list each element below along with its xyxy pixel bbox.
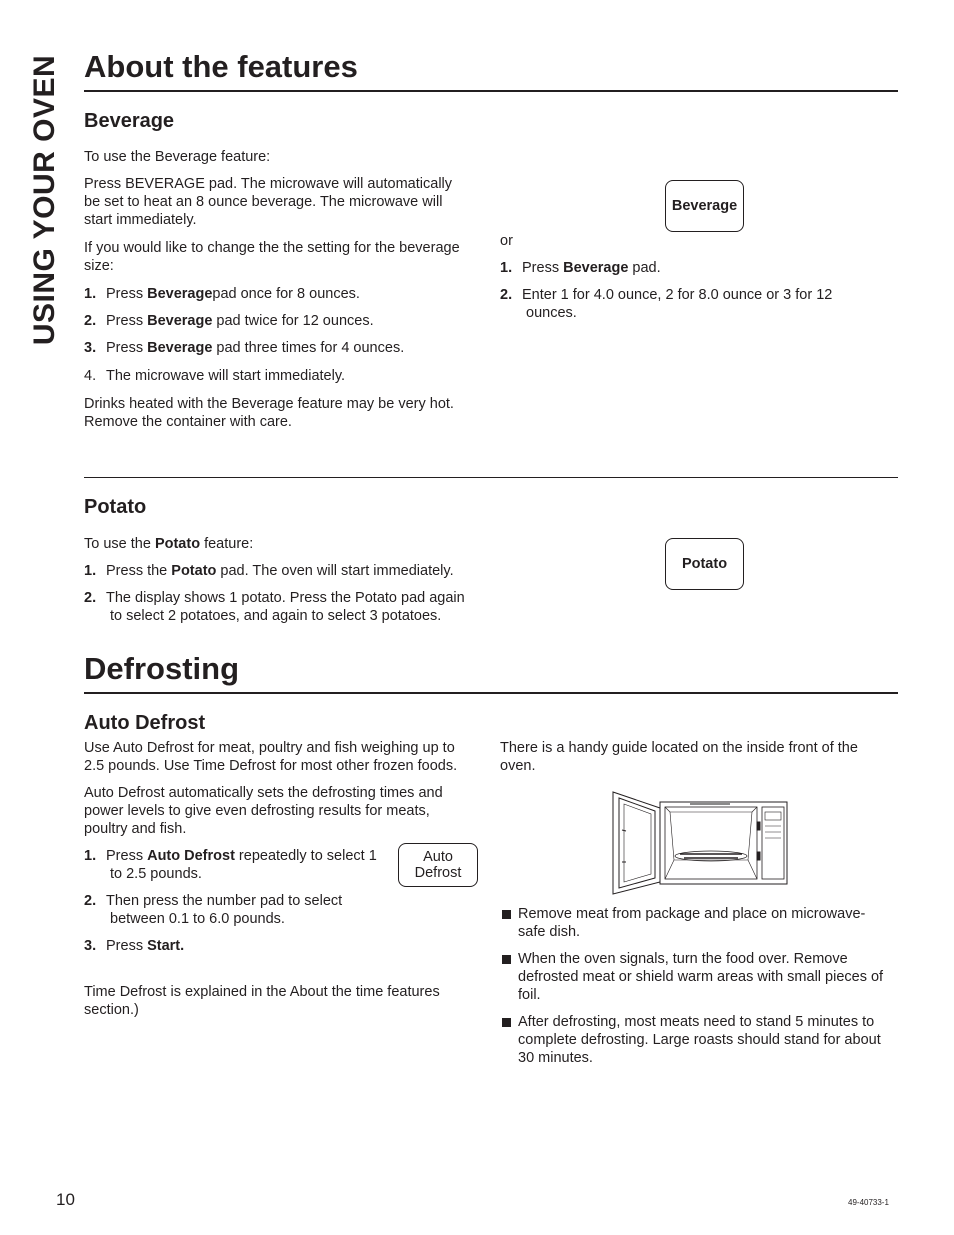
potato-pad-label: Potato <box>681 556 728 572</box>
time-defrost-note <box>84 983 484 1019</box>
step-text: Press <box>106 286 148 302</box>
auto-defrost-paragraph-2 <box>84 784 484 838</box>
step-text: Press <box>106 938 148 954</box>
potato-step-1 <box>84 562 494 580</box>
step-text: Press <box>522 260 564 276</box>
beverage-warning <box>84 395 484 431</box>
beverage-step-4 <box>84 367 484 385</box>
beverage-intro: To use the Beverage feature: <box>84 149 271 165</box>
auto-defrost-paragraph-1 <box>84 739 484 775</box>
step-number: 1. <box>84 286 97 302</box>
side-tab <box>20 50 70 350</box>
text-line: 2.5 pounds. Use Time Defrost for most other frozen foods. <box>84 758 458 774</box>
potato-step-2 <box>84 589 494 607</box>
beverage-step-2 <box>84 312 484 330</box>
beverage-pad-button[interactable] <box>665 180 744 232</box>
step-number: 3. <box>84 938 97 954</box>
text-line: section.) <box>84 1002 139 1018</box>
text-line: start immediately. <box>84 212 197 228</box>
title-rule <box>84 90 898 92</box>
step-text: Press the <box>106 563 172 579</box>
step-text: The microwave will start immediately. <box>106 368 346 384</box>
step-text: Press <box>106 848 148 864</box>
text-line: complete defrosting. Large roasts should stand for about <box>518 1032 881 1048</box>
step-text: Then press the number pad to select <box>106 893 343 909</box>
alt-step-1 <box>500 259 890 277</box>
microwave-open-door-illustration <box>610 790 790 896</box>
auto-defrost-step-3 <box>84 937 484 955</box>
potato-step-2-continued: to select 2 potatoes, and again to select 3 potatoes. <box>110 608 442 624</box>
text-line: safe dish. <box>518 924 581 940</box>
text-line: foil. <box>518 987 541 1003</box>
text-line: poultry and fish. <box>84 821 187 837</box>
text-line: Press BEVERAGE pad. The microwave will automatically <box>84 176 453 192</box>
step-bold: Beverage <box>147 313 213 329</box>
guide-note <box>500 739 890 775</box>
step-text: pad. <box>628 260 661 276</box>
beverage-text-block <box>84 148 484 431</box>
auto-defrost-step-2 <box>84 892 484 910</box>
text-line: Remove the container with care. <box>84 414 292 430</box>
text-line: If you would like to change the the setting for the beverage <box>84 240 460 256</box>
step-text: repeatedly to select 1 <box>234 848 377 864</box>
step-number: 2. <box>500 287 513 303</box>
alt-step-2-continued: ounces. <box>526 305 577 321</box>
step-bold: Start. <box>147 938 185 954</box>
text-line: power levels to give even defrosting results for meats, <box>84 803 430 819</box>
text-line: Remove meat from package and place on microwave- <box>518 906 866 922</box>
bullet-item-2 <box>518 950 898 1004</box>
intro-text: feature: <box>200 536 254 552</box>
text-line: When the oven signals, turn the food over. Remove <box>518 951 848 967</box>
potato-pad-button[interactable] <box>665 538 744 590</box>
step-text: Enter 1 for 4.0 ounce, 2 for 8.0 ounce or 3 for 12 <box>522 287 833 303</box>
section-title-defrosting: Defrosting <box>84 651 239 686</box>
beverage-alt-block <box>500 232 890 322</box>
step-text: pad once for 8 ounces. <box>212 286 360 302</box>
beverage-press-paragraph <box>84 175 484 229</box>
text-line: oven. <box>500 758 536 774</box>
step-bold: Beverage <box>147 286 213 302</box>
auto-defrost-pad-button[interactable] <box>398 843 478 887</box>
text-line: Drinks heated with the Beverage feature may be very hot. <box>84 396 454 412</box>
heading-beverage: Beverage <box>84 110 175 132</box>
step-number: 1. <box>500 260 513 276</box>
text-line: Auto Defrost automatically sets the defrosting times and <box>84 785 443 801</box>
step-number: 3. <box>84 340 97 356</box>
auto-defrost-step-1-continued: to 2.5 pounds. <box>110 866 202 882</box>
step-number: 2. <box>84 313 97 329</box>
step-bold: Auto Defrost <box>147 848 235 864</box>
beverage-step-1 <box>84 285 484 303</box>
text-line: Time Defrost is explained in the About the time features <box>84 984 440 1000</box>
or-label: or <box>500 233 513 249</box>
potato-text-block <box>84 535 494 625</box>
text-line: be set to heat an 8 ounce beverage. The microwave will <box>84 194 443 210</box>
auto-defrost-step-2-continued: between 0.1 to 6.0 pounds. <box>110 911 285 927</box>
step-text: pad. The oven will start immediately. <box>216 563 454 579</box>
document-code: 49-40733-1 <box>848 1198 889 1207</box>
side-tab-label: USING YOUR OVEN <box>28 54 61 346</box>
alt-step-2 <box>500 286 890 304</box>
text-line: After defrosting, most meats need to stand 5 minutes to <box>518 1014 875 1030</box>
bullet-item-1 <box>518 905 898 941</box>
text-line: size: <box>84 258 114 274</box>
bullet-square-icon <box>502 955 511 964</box>
intro-text: To use the <box>84 536 155 552</box>
step-text: Press <box>106 313 148 329</box>
step-number: 4. <box>84 368 97 384</box>
text-line: There is a handy guide located on the inside front of the <box>500 740 858 756</box>
step-bold: Beverage <box>147 340 213 356</box>
step-number: 1. <box>84 563 97 579</box>
text-line: defrosted meat or shield warm areas with small pieces of <box>518 969 884 985</box>
pad-label-line: Defrost <box>414 865 462 881</box>
intro-bold: Potato <box>154 536 201 552</box>
title-rule <box>84 692 898 694</box>
heading-auto-defrost: Auto Defrost <box>84 712 206 734</box>
section-title-about: About the features <box>84 49 358 84</box>
bullet-item-3 <box>518 1013 898 1067</box>
page-number: 10 <box>56 1190 75 1209</box>
step-text: pad three times for 4 ounces. <box>212 340 405 356</box>
step-text: Press <box>106 340 148 356</box>
step-number: 1. <box>84 848 97 864</box>
step-bold: Potato <box>171 563 217 579</box>
step-number: 2. <box>84 590 97 606</box>
beverage-pad-label: Beverage <box>671 198 738 214</box>
text-line: 30 minutes. <box>518 1050 593 1066</box>
beverage-change-paragraph <box>84 239 484 275</box>
bullet-square-icon <box>502 1018 511 1027</box>
bullet-square-icon <box>502 910 511 919</box>
heading-potato: Potato <box>84 496 147 518</box>
step-text: The display shows 1 potato. Press the Potato pad again <box>106 590 465 606</box>
text-line: Use Auto Defrost for meat, poultry and fish weighing up to <box>84 740 455 756</box>
section-divider <box>84 477 898 478</box>
beverage-step-3 <box>84 339 484 357</box>
potato-intro <box>84 535 494 553</box>
step-bold: Beverage <box>563 260 629 276</box>
pad-label-line: Auto <box>423 849 453 865</box>
step-text: pad twice for 12 ounces. <box>212 313 374 329</box>
step-number: 2. <box>84 893 97 909</box>
